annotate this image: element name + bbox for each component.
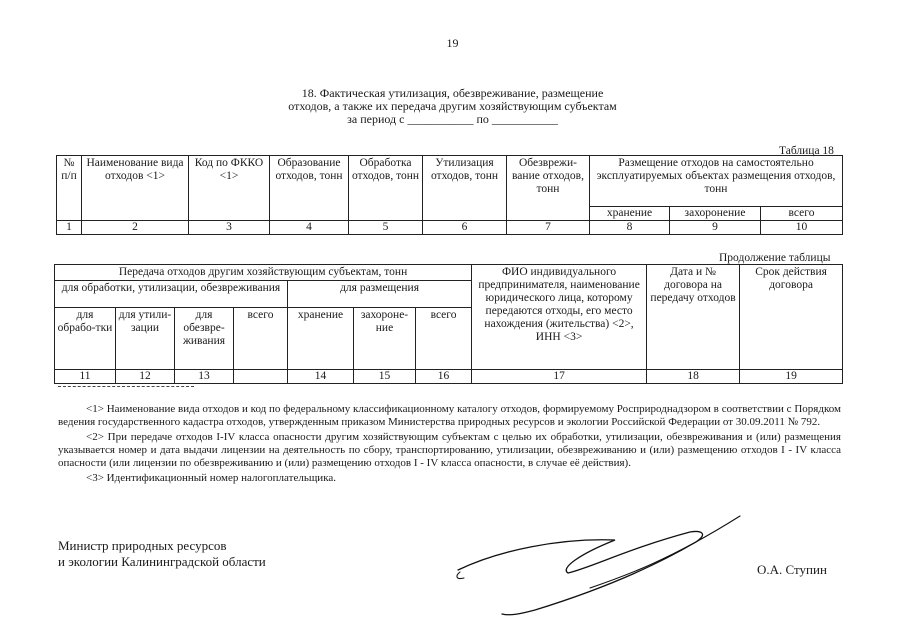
section-title-line2: отходов, а также их передача другим хозяйствующим субъектам (288, 99, 617, 113)
col-header-processing: Обработка отходов, тонн (349, 156, 423, 221)
page-number: 19 (446, 36, 459, 50)
column-number: 15 (354, 370, 416, 384)
col-header-storage: хранение (288, 308, 354, 370)
table-row-numbers (55, 370, 843, 384)
col-header-burial: захороне-ние (354, 308, 416, 370)
col-header-burial: захоронение (670, 207, 761, 221)
column-number: 7 (507, 221, 590, 235)
col-header-contract-term: Срок действия договора (740, 265, 843, 370)
column-number: 11 (55, 370, 116, 384)
col-header-for-processing: для обрабо-тки (55, 308, 116, 370)
column-number: 6 (423, 221, 507, 235)
col-header-for-processing-group: для обработки, утилизации, обезвреживания (55, 281, 288, 308)
col-header-for-placement-group: для размещения (288, 281, 472, 308)
col-header-fkko: Код по ФККО <1> (189, 156, 270, 221)
column-number: 18 (647, 370, 740, 384)
signatory-organization (58, 538, 266, 570)
col-header-contract-date: Дата и № договора на передачу отходов (647, 265, 740, 370)
table-continuation-caption: Продолжение таблицы (719, 252, 831, 264)
col-header-name: Наименование вида отходов <1> (82, 156, 189, 221)
footnote-3: <3> Идентификационный номер налогоплательщика. (86, 472, 337, 484)
signatory-org-line2: и экологии Калининградской области (58, 554, 266, 569)
signatory-org-line1: Министр природных ресурсов (58, 538, 227, 553)
footnote-1: <1> Наименование вида отходов и код по федеральному классификационному каталогу отходов, формируемому Росприроднадзором в соответствии с Порядком ведения государственного кадастра отходов, утвержденным приказом Министерства природных ресурсов и экологии Российской Федерации от 30.09.2011 № 792. (58, 403, 841, 428)
col-header-recipient: ФИО индивидуального предпринимателя, наименование юридического лица, которому передаются отходы, его место нахождения (жительства) <2>, ИНН <3> (472, 265, 647, 370)
column-number: 9 (670, 221, 761, 235)
col-header-neutralization: Обезврежи-вание отходов, тонн (507, 156, 590, 221)
table-row-numbers (57, 221, 843, 235)
column-number: 12 (116, 370, 175, 384)
column-number (234, 370, 288, 384)
col-header-placement: Размещение отходов на самостоятельно эксплуатируемых объектах размещения отходов, тонн (590, 156, 843, 207)
col-header-generation: Образование отходов, тонн (270, 156, 349, 221)
footnotes (58, 403, 841, 487)
col-header-utilization: Утилизация отходов, тонн (423, 156, 507, 221)
footnote-separator (58, 386, 194, 387)
section-title-line1: 18. Фактическая утилизация, обезвреживание, размещение (301, 86, 604, 100)
col-header-for-neutralization: для обезвре-живания (175, 308, 234, 370)
column-number: 5 (349, 221, 423, 235)
section-title (180, 87, 725, 126)
column-number: 14 (288, 370, 354, 384)
signatory-name: О.А. Ступин (757, 562, 827, 577)
column-number: 8 (590, 221, 670, 235)
column-number: 4 (270, 221, 349, 235)
column-number: 13 (175, 370, 234, 384)
col-header-storage: хранение (590, 207, 670, 221)
col-header-no: № п/п (57, 156, 82, 221)
column-number: 16 (416, 370, 472, 384)
col-header-total: всего (761, 207, 843, 221)
handwritten-signature (440, 510, 750, 620)
section-title-line3: за период с ___________ по ___________ (347, 112, 558, 126)
col-header-total-b: всего (416, 308, 472, 370)
column-number: 19 (740, 370, 843, 384)
col-header-transfer: Передача отходов другим хозяйствующим субъектам, тонн (55, 265, 472, 281)
column-number: 10 (761, 221, 843, 235)
column-number: 1 (57, 221, 82, 235)
table-18 (56, 155, 843, 235)
table-18-continuation (54, 264, 843, 384)
table-18-caption: Таблица 18 (779, 145, 834, 157)
column-number: 3 (189, 221, 270, 235)
col-header-total-a: всего (234, 308, 288, 370)
column-number: 2 (82, 221, 189, 235)
col-header-for-utilization: для утили-зации (116, 308, 175, 370)
column-number: 17 (472, 370, 647, 384)
footnote-2: <2> При передаче отходов I-IV класса опасности другим хозяйствующим субъектам с целью их обработки, утилизации, обезвреживания и (или) размещения указывается номер и дата выдачи лицензии на деятельность по сбору, транспортированию, утилизации, обезвреживанию и (или) размещению отходов I - IV класса опасности (или лицензии по обезвреживанию и (или) размещению отходов I - IV класса опасности, в случае её действия). (58, 431, 841, 469)
